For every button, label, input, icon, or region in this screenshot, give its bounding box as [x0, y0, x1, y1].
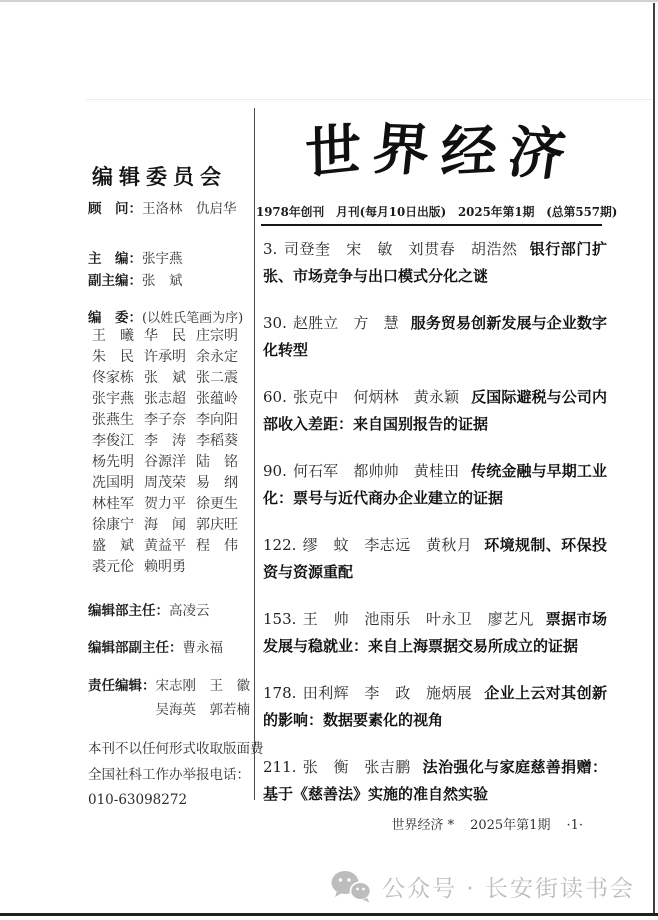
- toc-entry: [263, 236, 607, 290]
- wechat-watermark: [0, 860, 643, 912]
- watermark-label: 公众号 · 长安街读书会: [382, 875, 635, 902]
- toc-page-number: 30.: [263, 314, 287, 332]
- deputy-editor-name: 张 斌: [142, 273, 183, 289]
- footer-page-number: ·1·: [566, 818, 583, 833]
- toc-authors: 缪 蚊 李志远 黄秋月: [302, 536, 473, 554]
- toc-article-title: 法治强化与家庭慈善捐赠：基于《慈善法》实施的准自然实验: [263, 758, 607, 803]
- board-member: 徐康宁: [92, 517, 134, 533]
- toc-authors: 何石军 都帅帅 黄桂田: [292, 462, 460, 480]
- wechat-icon: [330, 869, 372, 903]
- board-member: 王 曦: [92, 328, 134, 344]
- board-member: 徐更生: [196, 496, 238, 512]
- toc-authors: 张 衡 张吉鹏: [302, 758, 411, 776]
- board-member: 易 纲: [196, 475, 238, 491]
- board-member: 黄益平: [144, 538, 186, 554]
- toc-article-title: 银行部门扩张、市场竞争与出口模式分化之谜: [263, 240, 607, 285]
- toc-article-title: 服务贸易创新发展与企业数字化转型: [263, 314, 607, 359]
- board-member: [196, 560, 252, 574]
- managing-editors-line2: 吴海英 郭若楠: [155, 702, 250, 718]
- title-char: 经: [439, 117, 499, 187]
- toc-article-title: 票据市场发展与稳就业：来自上海票据交易所成立的证据: [263, 610, 607, 655]
- fee-notice: [88, 737, 264, 814]
- toc-authors: 王 帅 池雨乐 叶永卫 廖艺凡: [302, 610, 534, 628]
- toc-entry: [263, 458, 607, 512]
- board-member: 李 涛: [144, 433, 186, 449]
- chief-editor-row: [88, 247, 183, 267]
- toc-entry: [263, 680, 607, 734]
- managing-editors-row: [88, 674, 250, 722]
- editorial-committee-heading: 编辑委员会: [92, 164, 227, 189]
- board-member: 李子奈: [144, 412, 186, 428]
- board-member: 李稻葵: [196, 433, 238, 449]
- toc-article-title: 反国际避税与公司内部收入差距：来自国别报告的证据: [263, 388, 607, 433]
- toc-article-title: 企业上云对其创新的影响：数据要素化的视角: [263, 684, 607, 729]
- board-member: 张志超: [144, 391, 186, 407]
- title-char: 界: [369, 116, 433, 184]
- board-members-grid: [92, 329, 252, 574]
- dept-director-row: [88, 599, 210, 619]
- toc-page-number: 122.: [263, 536, 297, 554]
- dept-deputy-director-label: 编辑部副主任：: [88, 640, 183, 656]
- toc-entry: [263, 606, 607, 660]
- board-member: 许承明: [144, 349, 186, 365]
- board-member: 张蕴岭: [196, 391, 238, 407]
- report-phone-number: 010-63098272: [88, 792, 188, 808]
- scan-right-edge: [653, 3, 655, 913]
- toc-page-number: 3.: [263, 240, 278, 258]
- board-member: 林桂军: [92, 496, 134, 512]
- scan-bottom-edge: [0, 913, 658, 916]
- toc-authors: 司登奎 宋 敏 刘贯春 胡浩然: [283, 240, 518, 258]
- page-top-shadow: [86, 99, 652, 100]
- toc-article-title: 环境规制、环保投资与资源重配: [263, 536, 607, 581]
- toc-page-number: 90.: [263, 462, 287, 480]
- toc-entry: [263, 754, 607, 808]
- fee-notice-line1: 本刊不以任何形式收取版面费: [88, 741, 264, 757]
- toc-entry: [263, 310, 607, 364]
- board-member: 华 民: [144, 328, 186, 344]
- toc-article-title: 传统金融与早期工业化：票号与近代商办企业建立的证据: [263, 462, 607, 507]
- board-member: 陆 铭: [196, 454, 238, 470]
- board-label: 编 委：: [88, 310, 142, 326]
- deputy-editor-label: 副主编：: [88, 273, 142, 289]
- advisor-row: [88, 197, 237, 217]
- footer-journal-name: 世界经济 *: [391, 818, 455, 833]
- page-footer: [263, 814, 583, 833]
- masthead-rule: [261, 224, 602, 226]
- advisor-label: 顾 问：: [88, 201, 142, 217]
- fee-notice-line2: 全国社科工作办举报电话：: [88, 766, 250, 783]
- toc-authors: 赵胜立 方 慧: [292, 314, 399, 332]
- dept-director-label: 编辑部主任：: [88, 603, 169, 619]
- board-member: 赖明勇: [144, 559, 186, 575]
- advisor-names: 王洛林 仇启华: [142, 201, 237, 217]
- board-member: 李俊江: [92, 433, 134, 449]
- journal-title-calligraphy: [262, 112, 608, 192]
- toc-page-number: 178.: [263, 684, 297, 702]
- board-member: 朱 民: [92, 349, 134, 365]
- board-member: 程 伟: [196, 538, 238, 554]
- board-row: [88, 306, 243, 326]
- deputy-editor-row: [88, 269, 183, 289]
- managing-editors-label: 责任编辑：: [88, 678, 156, 694]
- board-member: 张燕生: [92, 412, 134, 428]
- chief-editor-label: 主 编：: [88, 251, 142, 267]
- publication-info: 1978年创刊 月刊(每月10日出版) 2025年第1期 (总第557期): [256, 205, 618, 219]
- toc-authors: 张克中 何炳林 黄永颖: [292, 388, 460, 406]
- chief-editor-name: 张宇燕: [142, 251, 183, 267]
- board-member: 庄宗明: [196, 328, 238, 344]
- board-member: 盛 斌: [92, 538, 134, 554]
- board-member: 余永定: [196, 349, 238, 365]
- managing-editors-names: [156, 674, 251, 722]
- board-member: 佟家栋: [92, 370, 134, 386]
- board-member: 张宇燕: [92, 391, 134, 407]
- title-char: 世: [304, 115, 362, 189]
- scan-top-edge: [0, 0, 658, 2]
- toc-page-number: 211.: [263, 758, 297, 776]
- footer-issue: 2025年第1期: [470, 818, 551, 833]
- toc-entry: [263, 384, 607, 438]
- board-member: 海 闻: [144, 517, 186, 533]
- column-divider: [254, 108, 255, 800]
- board-member: 冼国明: [92, 475, 134, 491]
- board-member: 杨先明: [92, 454, 134, 470]
- managing-editors-line1: 宋志刚 王 徽: [155, 678, 250, 694]
- board-member: 贺力平: [144, 496, 186, 512]
- board-member: 周茂荣: [144, 475, 186, 491]
- toc-entry: [263, 532, 607, 586]
- masthead: [262, 112, 608, 192]
- board-sort-note: (以姓氏笔画为序): [142, 311, 244, 326]
- board-member: 郭庆旺: [196, 517, 238, 533]
- toc-authors: 田利辉 李 政 施炳展: [302, 684, 473, 702]
- dept-deputy-director-row: [88, 636, 223, 656]
- board-member: 张 斌: [144, 370, 186, 386]
- table-of-contents: [263, 236, 607, 828]
- board-member: 裘元伦: [92, 559, 134, 575]
- toc-page-number: 60.: [263, 388, 287, 406]
- dept-director-name: 高凌云: [169, 603, 210, 619]
- board-member: 李向阳: [196, 412, 238, 428]
- board-member: 谷源洋: [144, 454, 186, 470]
- toc-page-number: 153.: [263, 610, 297, 628]
- title-char: 济: [504, 119, 570, 189]
- dept-deputy-director-name: 曹永福: [182, 640, 223, 656]
- board-member: 张二震: [196, 370, 238, 386]
